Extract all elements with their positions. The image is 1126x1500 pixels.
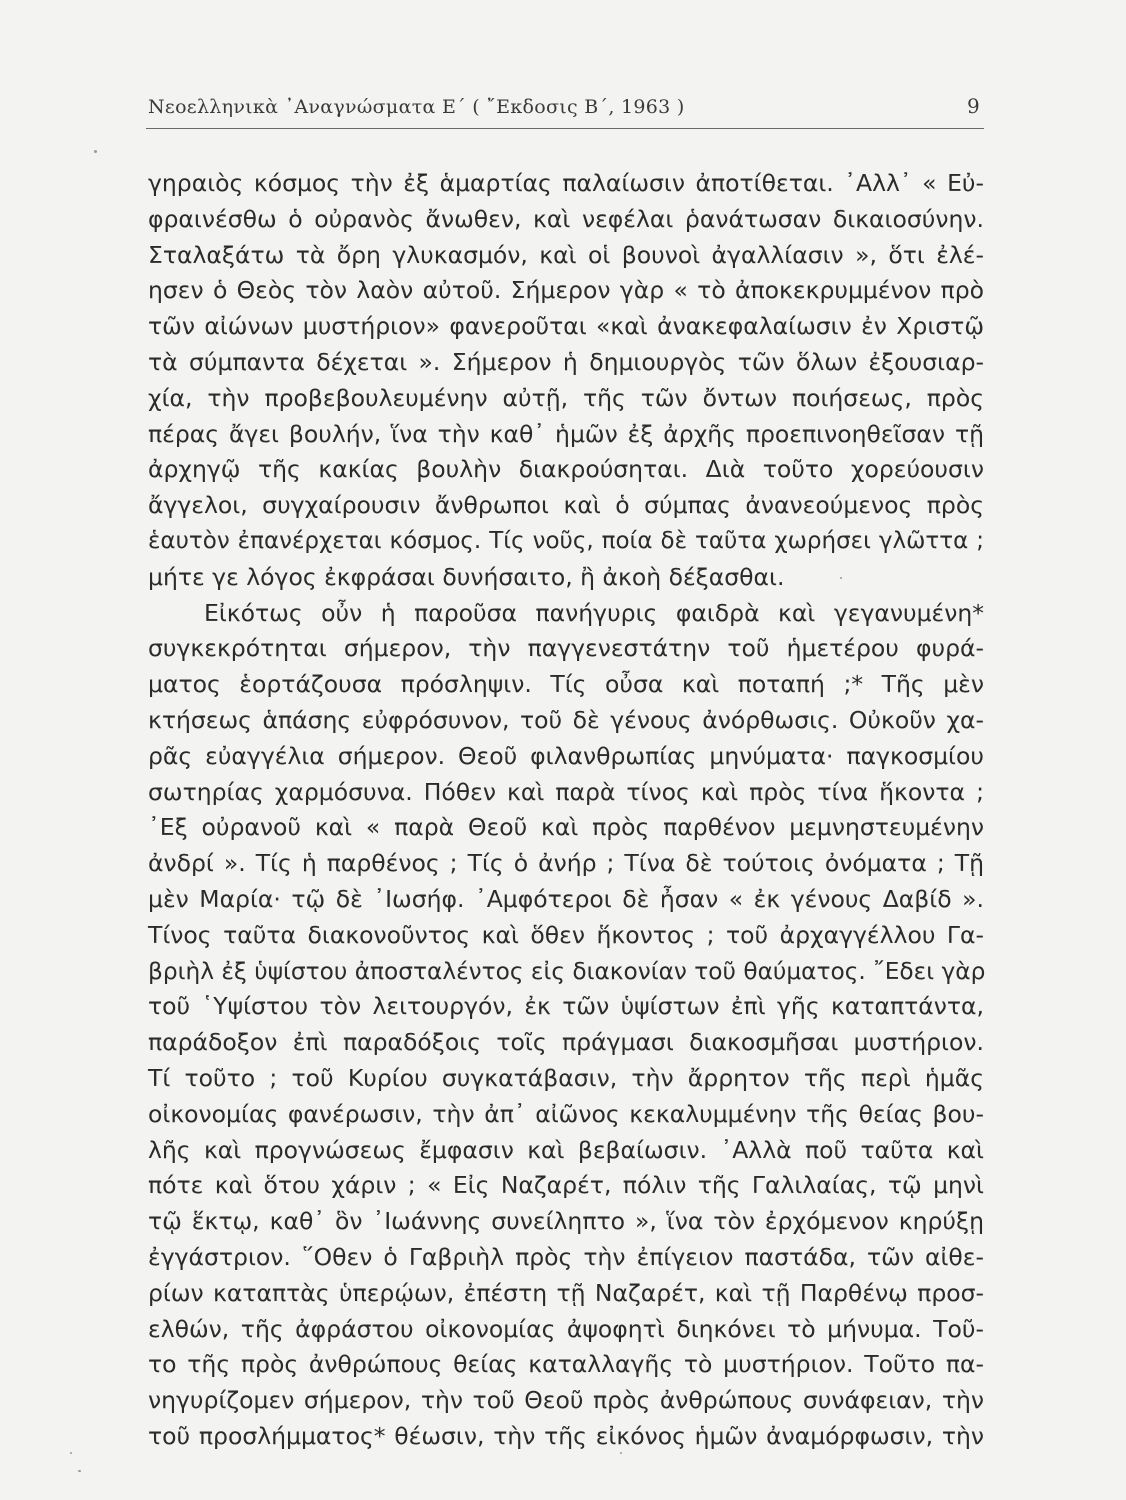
scan-speck (70, 1452, 72, 1454)
text-line: τῷ ἕκτῳ, καθ᾿ ὃν ᾿Ιωάννης συνείληπτο », ἵνα τὸν ἐρχόμενον κηρύξῃ (148, 1207, 984, 1236)
header-rule (146, 128, 984, 129)
text-line: τοῦ προσλήμματος* θέωσιν, τὴν τῆς εἰκόνος ἡμῶν ἀναμόρφωσιν, τὴν (148, 1421, 984, 1450)
text-line: μὲν Μαρία· τῷ δὲ ᾿Ιωσήφ. ᾿Αμφότεροι δὲ ἦσαν « ἐκ γένους Δαβίδ ». (148, 884, 984, 913)
scan-speck (94, 150, 97, 153)
text-line: τῶν αἰώνων μυστήριον» φανεροῦται «καὶ ἀνακεφαλαίωσιν ἐν Χριστῷ (148, 312, 984, 341)
text-line: λῆς καὶ προγνώσεως ἔμφασιν καὶ βεβαίωσιν. ᾿Αλλὰ ποῦ ταῦτα καὶ (148, 1135, 984, 1164)
running-header (148, 96, 980, 126)
text-line: τοῦ ῾Υψίστου τὸν λειτουργόν, ἐκ τῶν ὑψίστων ἐπὶ γῆς καταπτάντα, (148, 992, 984, 1021)
text-line: πότε καὶ ὅτου χάριν ; « Εἰς Ναζαρέτ, πόλιν τῆς Γαλιλαίας, τῷ μηνὶ (148, 1171, 984, 1200)
paragraph-first-line: Εἰκότως οὖν ἡ παροῦσα πανήγυρις φαιδρὰ καὶ γεγανυμένη* (204, 598, 984, 627)
text-line: πέρας ἄγει βουλήν, ἵνα τὴν καθ᾿ ἡμῶν ἐξ ἀρχῆς προεπινοηθεῖσαν τῇ (148, 419, 984, 448)
text-line: ᾿Εξ οὐρανοῦ καὶ « παρὰ Θεοῦ καὶ πρὸς παρθένον μεμνηστευμένην (148, 813, 984, 842)
text-line: ἀνδρί ». Τίς ἡ παρθένος ; Τίς ὁ ἀνήρ ; Τίνα δὲ τούτοις ὀνόματα ; Τῇ (148, 849, 984, 878)
text-line: μήτε γε λόγος ἐκφράσαι δυνήσαιτο, ἢ ἀκοὴ δέξασθαι. (148, 562, 785, 591)
body-text (148, 166, 984, 1455)
text-line: βριὴλ ἐξ ὑψίστου ἀποσταλέντος εἰς διακονίαν τοῦ θαύματος. ῎Εδει γὰρ (148, 957, 986, 985)
text-line: ησεν ὁ Θεὸς τὸν λαὸν αὐτοῦ. Σήμερον γὰρ « τὸ ἀποκεκρυμμένον πρὸ (148, 276, 984, 305)
text-line: το τῆς πρὸς ἀνθρώπους θείας καταλλαγῆς τὸ μυστήριον. Τοῦτο πα- (148, 1350, 984, 1379)
text-line: Τί τοῦτο ; τοῦ Κυρίου συγκατάβασιν, τὴν ἄρρητον τῆς περὶ ἡμᾶς (148, 1063, 984, 1092)
text-line: ελθών, τῆς ἀφράστου οἰκονομίας ἀψοφητὶ διηκόνει τὸ μήνυμα. Τοῦ- (148, 1314, 984, 1343)
text-line: παράδοξον ἐπὶ παραδόξοις τοῖς πράγμασι διακοσμῆσαι μυστήριον. (148, 1028, 984, 1057)
text-line: Τίνος ταῦτα διακονοῦντος καὶ ὅθεν ἥκοντος ; τοῦ ἀρχαγγέλλου Γα- (148, 920, 984, 949)
header-title: Νεοελληνικὰ ᾿Αναγνώσματα Ε΄ ( ῎Εκδοσις Β΄, 1963 ) (148, 96, 685, 118)
scan-speck (620, 1452, 622, 1454)
text-line: ἀρχηγῷ τῆς κακίας βουλὴν διακρούσηται. Διὰ τοῦτο χορεύουσιν (148, 455, 984, 484)
text-line: φραινέσθω ὁ οὐρανὸς ἄνωθεν, καὶ νεφέλαι ῥανάτωσαν δικαιοσύνην. (148, 204, 984, 233)
text-line: ρίων καταπτὰς ὑπερῴων, ἐπέστη τῇ Ναζαρέτ, καὶ τῇ Παρθένῳ προσ- (148, 1278, 984, 1307)
text-line: ματος ἑορτάζουσα πρόσληψιν. Τίς οὖσα καὶ ποταπή ;* Τῆς μὲν (148, 670, 984, 699)
text-line: νηγυρίζομεν σήμερον, τὴν τοῦ Θεοῦ πρὸς ἀνθρώπους συνάφειαν, τὴν (148, 1386, 984, 1415)
scan-speck (78, 1470, 81, 1472)
text-line: συγκεκρότηται σήμερον, τὴν παγγενεστάτην τοῦ ἡμετέρου φυρά- (148, 634, 984, 663)
text-line: ἑαυτὸν ἐπανέρχεται κόσμος. Τίς νοῦς, ποία δὲ ταῦτα χωρήσει γλῶττα ; (148, 527, 984, 554)
text-line: ἐγγάστριον. ῞Οθεν ὁ Γαβριὴλ πρὸς τὴν ἐπίγειον παστάδα, τῶν αἰθε- (148, 1242, 984, 1271)
page-number: 9 (966, 94, 980, 118)
text-line: σωτηρίας χαρμόσυνα. Πόθεν καὶ παρὰ τίνος καὶ πρὸς τίνα ἥκοντα ; (148, 777, 984, 806)
text-line: γηραιὸς κόσμος τὴν ἐξ ἁμαρτίας παλαίωσιν ἀποτίθεται. ᾿Αλλ᾿ « Εὐ- (148, 169, 984, 197)
text-line: τὰ σύμπαντα δέχεται ». Σήμερον ἡ δημιουργὸς τῶν ὅλων ἐξουσιαρ- (148, 347, 984, 376)
text-line: χία, τὴν προβεβουλευμένην αὐτῇ, τῆς τῶν ὄντων ποιήσεως, πρὸς (148, 383, 984, 412)
text-line: οἰκονομίας φανέρωσιν, τὴν ἀπ᾿ αἰῶνος κεκαλυμμένην τῆς θείας βου- (148, 1099, 984, 1128)
text-line: κτήσεως ἁπάσης εὐφρόσυνον, τοῦ δὲ γένους ἀνόρθωσις. Οὐκοῦν χα- (148, 705, 984, 734)
text-line: ἄγγελοι, συγχαίρουσιν ἄνθρωποι καὶ ὁ σύμπας ἀνανεούμενος πρὸς (148, 491, 984, 520)
scan-speck (840, 577, 842, 579)
text-line: Σταλαξάτω τὰ ὄρη γλυκασμόν, καὶ οἱ βουνοὶ ἀγαλλίασιν », ὅτι ἐλέ- (148, 240, 984, 269)
text-line: ρᾶς εὐαγγέλια σήμερον. Θεοῦ φιλανθρωπίας μηνύματα· παγκοσμίου (148, 741, 984, 770)
